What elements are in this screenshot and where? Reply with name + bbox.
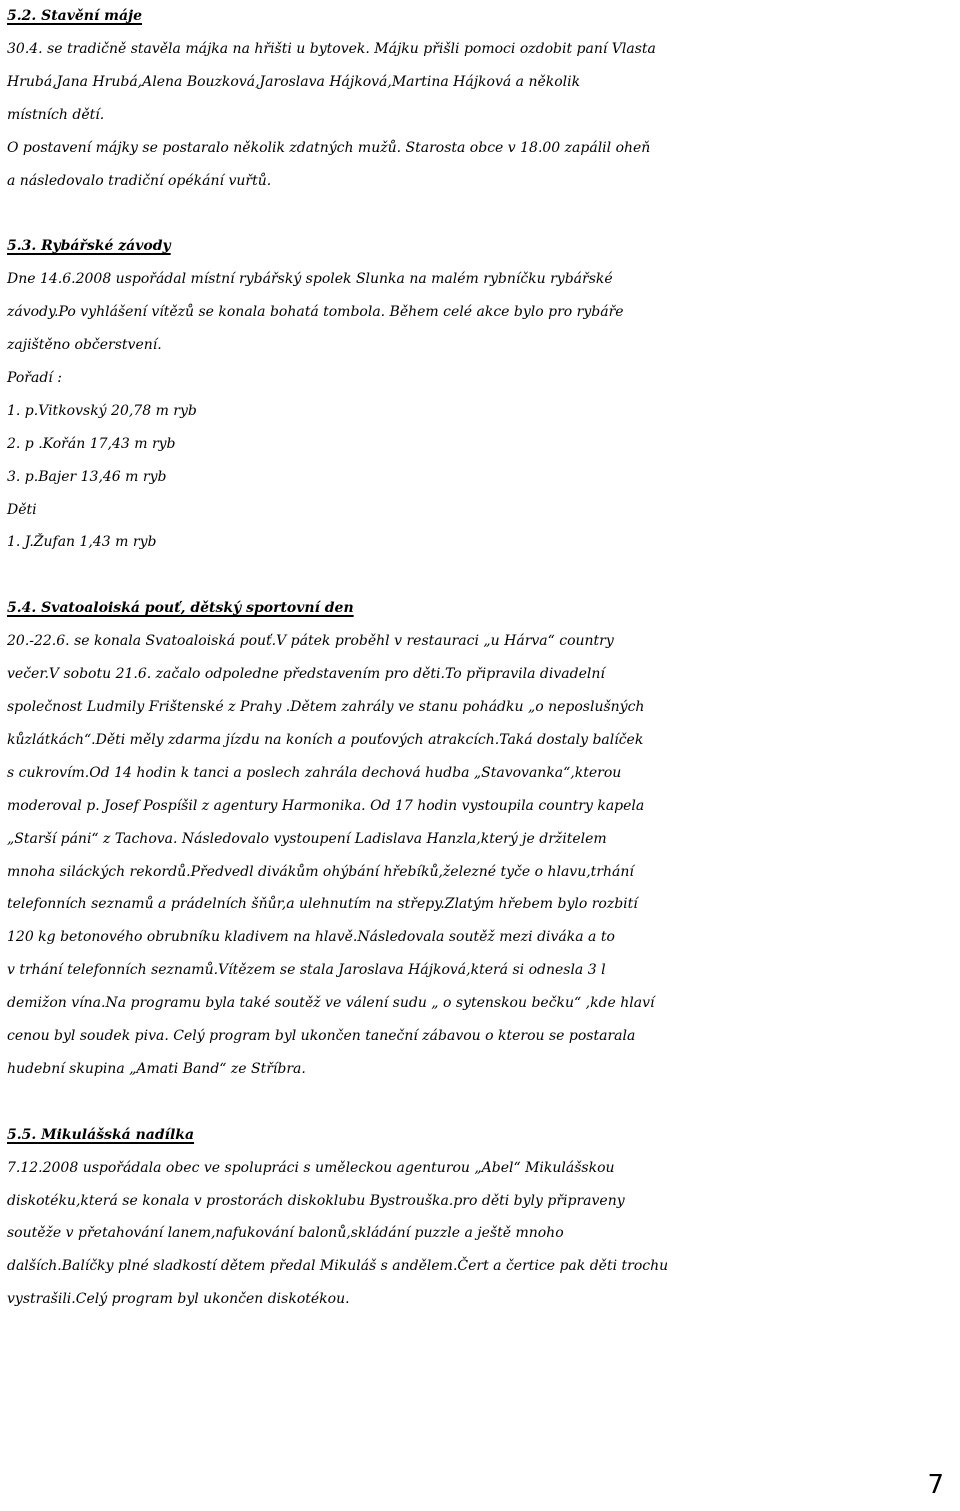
results-label: Pořadí : [7, 369, 62, 386]
paragraph-line: kůzlátkách“.Děti měly zdarma jízdu na koních a pouťových atrakcích.Taká dostaly balíček [7, 731, 644, 748]
paragraph-line: dalších.Balíčky plné sladkostí dětem předal Mikuláš s andělem.Čert a čertice pak děti trochu [7, 1258, 669, 1275]
paragraph-line: „Starší páni“ z Tachova. Následovalo vystoupení Ladislava Hanzla,který je držitelem [7, 830, 607, 847]
paragraph-line: telefonních seznamů a prádelních šňůr,a ulehnutím na střepy.Zlatým hřebem bylo rozbití [7, 896, 638, 913]
section-stavenim-maje [7, 0, 952, 197]
paragraph-line: 20.-22.6. se konala Svatoaloiská pouť.V pátek proběhl v restauraci „u Hárva“ country [7, 633, 614, 650]
section-heading: 5.2. Stavění máje [7, 8, 143, 24]
section-rybarske-zavody [7, 230, 952, 559]
paragraph-line: vystrašili.Celý program byl ukončen diskotékou. [7, 1291, 350, 1308]
section-spacer [7, 1086, 952, 1119]
paragraph-line: v trhání telefonních seznamů.Vítězem se stala Jaroslava Hájková,která si odnesla 3 l [7, 962, 606, 979]
paragraph-line: mnoha siláckých rekordů.Předvedl divákům ohýbání hřebíků,železné tyče o hlavu,trhání [7, 863, 634, 880]
results-label: Děti [7, 501, 37, 518]
page-number: 7 [927, 1470, 944, 1500]
section-svatoaloiska-pout [7, 592, 952, 1086]
paragraph-line: společnost Ludmily Frištenské z Prahy .Dětem zahrály ve stanu pohádku „o neposlušných [7, 699, 645, 715]
section-heading: 5.4. Svatoaloiská pouť, dětský sportovní den [7, 600, 354, 617]
paragraph-line: večer.V sobotu 21.6. začalo odpoledne představením pro děti.To připravila divadelní [7, 666, 605, 683]
result-entry: 1. J.Žufan 1,43 m ryb [7, 534, 157, 551]
paragraph-line: Hrubá,Jana Hrubá,Alena Bouzková,Jaroslava Hájková,Martina Hájková a několik [7, 73, 581, 90]
paragraph-line: 120 kg betonového obrubníku kladivem na hlavě.Následovala soutěž mezi diváka a to [7, 929, 615, 946]
paragraph-line: a následovalo tradiční opékání vuřtů. [7, 172, 272, 189]
paragraph-line: 7.12.2008 uspořádala obec ve spolupráci s uměleckou agenturou „Abel“ Mikulášskou [7, 1159, 615, 1176]
document-page [7, 0, 952, 1316]
paragraph-line: Dne 14.6.2008 uspořádal místní rybářský spolek Slunka na malém rybníčku rybářské [7, 271, 613, 288]
result-entry: 1. p.Vitkovský 20,78 m ryb [7, 402, 197, 419]
paragraph-line: moderoval p. Josef Pospíšil z agentury Harmonika. Od 17 hodin vystoupila country kapela [7, 797, 645, 814]
paragraph-line: diskotéku,která se konala v prostorách diskoklubu Bystrouška.pro děti byly připraveny [7, 1192, 625, 1209]
section-heading: 5.5. Mikulášská nadílka [7, 1126, 195, 1143]
section-mikulasska-nadilka [7, 1119, 952, 1316]
paragraph-line: s cukrovím.Od 14 hodin k tanci a poslech zahrála dechová hudba „Stavovanka“,kterou [7, 764, 622, 781]
paragraph-line: demižon vína.Na programu byla také soutěž ve válení sudu „ o sytenskou bečku“ ,kde hlaví [7, 995, 655, 1012]
paragraph-line: místních dětí. [7, 106, 105, 123]
paragraph-line: O postavení májky se postaralo několik zdatných mužů. Starosta obce v 18.00 zapálil oheň [7, 139, 651, 156]
paragraph-line: zajištěno občerstvení. [7, 337, 162, 354]
result-entry: 3. p.Bajer 13,46 m ryb [7, 468, 167, 485]
section-spacer [7, 559, 952, 592]
section-spacer [7, 197, 952, 230]
paragraph-line: soutěže v přetahování lanem,nafukování balonů,skládání puzzle a ještě mnoho [7, 1225, 564, 1242]
paragraph-line: hudební skupina „Amati Band“ ze Stříbra. [7, 1060, 306, 1077]
paragraph-line: závody.Po vyhlášení vítězů se konala bohatá tombola. Během celé akce bylo pro rybáře [7, 304, 624, 321]
section-heading: 5.3. Rybářské závody [7, 238, 171, 255]
paragraph-line: cenou byl soudek piva. Celý program byl ukončen taneční zábavou o kterou se postarala [7, 1028, 636, 1045]
paragraph-line: 30.4. se tradičně stavěla májka na hřišti u bytovek. Májku přišli pomoci ozdobit paní Vlasta [7, 40, 656, 57]
result-entry: 2. p .Kořán 17,43 m ryb [7, 435, 176, 452]
